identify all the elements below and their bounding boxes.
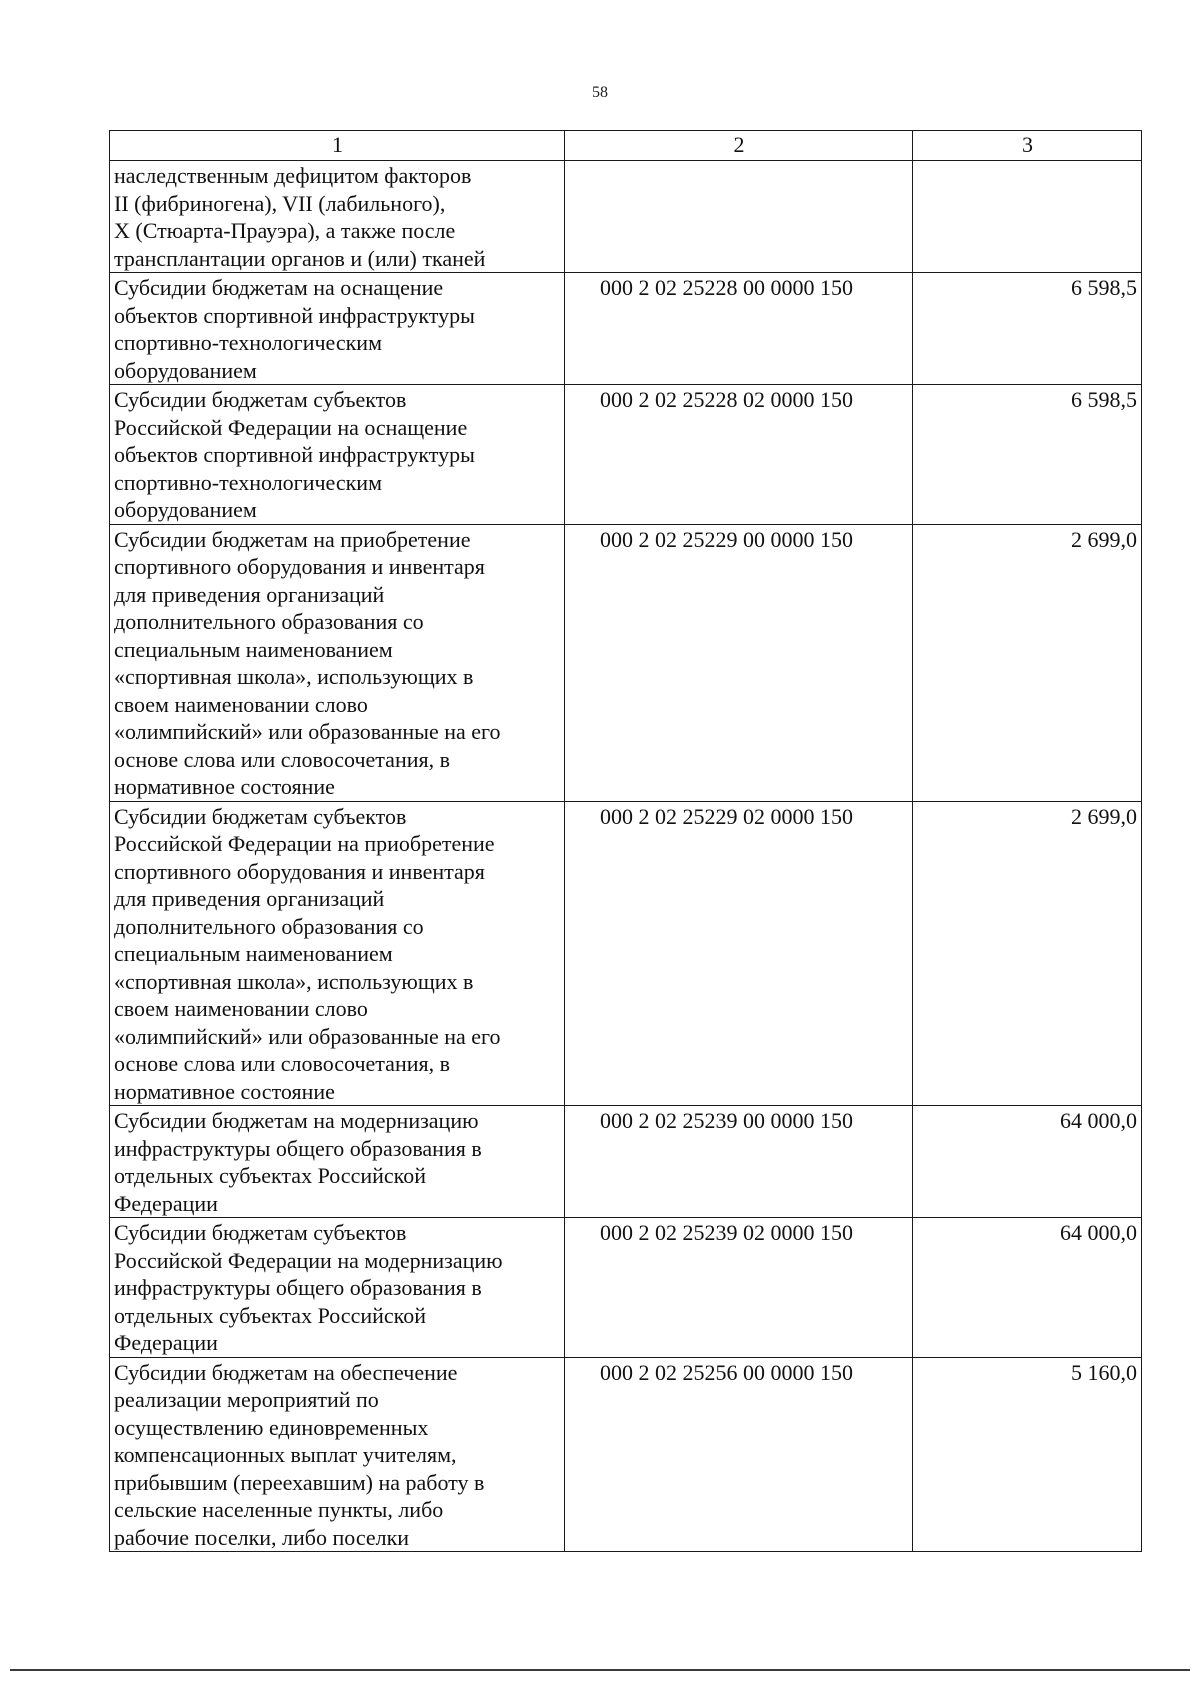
row-code-cell: 000 2 02 25228 02 0000 150 [565,385,913,525]
row-amount-cell: 5 160,0 [913,1357,1142,1552]
row-name-cell: Субсидии бюджетам субъектов Российской Федерации на оснащение объектов спортивной инфраструктуры спортивно-технологическим оборудованием [110,385,565,525]
column-header-1: 1 [110,131,565,161]
table-row [110,1106,1142,1218]
table-row [110,524,1142,801]
row-name-cell: Субсидии бюджетам субъектов Российской Федерации на приобретение спортивного оборудования и инвентаря для приведения организаций дополнительного образования со специальным наименованием «спортивная школа», использующих в своем наименовании слово «олимпийский» или образованные на его основе слова или словосочетания, в нормативное состояние [110,801,565,1106]
row-amount-cell: 64 000,0 [913,1106,1142,1218]
row-code-cell: 000 2 02 25239 00 0000 150 [565,1106,913,1218]
row-code-cell: 000 2 02 25256 00 0000 150 [565,1357,913,1552]
row-amount-cell: 6 598,5 [913,273,1142,385]
row-amount-cell: 6 598,5 [913,385,1142,525]
row-name-cell: Субсидии бюджетам субъектов Российской Федерации на модернизацию инфраструктуры общего образования в отдельных субъектах Российской Федерации [110,1218,565,1358]
page-number: 58 [592,84,608,101]
row-code-cell [565,161,913,273]
row-amount-cell: 2 699,0 [913,524,1142,801]
row-amount-cell: 64 000,0 [913,1218,1142,1358]
row-code-cell: 000 2 02 25239 02 0000 150 [565,1218,913,1358]
table-row [110,385,1142,525]
table-row [110,1357,1142,1552]
bottom-rule [10,1669,1190,1671]
table-row [110,1218,1142,1358]
column-header-2: 2 [565,131,913,161]
row-name-cell: Субсидии бюджетам на модернизацию инфраструктуры общего образования в отдельных субъектах Российской Федерации [110,1106,565,1218]
row-name-cell: Субсидии бюджетам на приобретение спортивного оборудования и инвентаря для приведения организаций дополнительного образования со специальным наименованием «спортивная школа», использующих в своем наименовании слово «олимпийский» или образованные на его основе слова или словосочетания, в нормативное состояние [110,524,565,801]
row-code-cell: 000 2 02 25229 02 0000 150 [565,801,913,1106]
row-code-cell: 000 2 02 25228 00 0000 150 [565,273,913,385]
table-row [110,161,1142,273]
table-row [110,273,1142,385]
row-name-cell: наследственным дефицитом факторов II (фибриногена), VII (лабильного), X (Стюарта-Прауэра), а также после трансплантации органов и (или) тканей [110,161,565,273]
row-amount-cell [913,161,1142,273]
table-row [110,801,1142,1106]
budget-table [109,130,1142,1552]
row-code-cell: 000 2 02 25229 00 0000 150 [565,524,913,801]
table-header-row [110,131,1142,161]
row-name-cell: Субсидии бюджетам на обеспечение реализации мероприятий по осуществлению единовременных компенсационных выплат учителям, прибывшим (переехавшим) на работу в сельские населенные пункты, либо рабочие поселки, либо поселки [110,1357,565,1552]
column-header-3: 3 [913,131,1142,161]
row-name-cell: Субсидии бюджетам на оснащение объектов спортивной инфраструктуры спортивно-технологическим оборудованием [110,273,565,385]
row-amount-cell: 2 699,0 [913,801,1142,1106]
